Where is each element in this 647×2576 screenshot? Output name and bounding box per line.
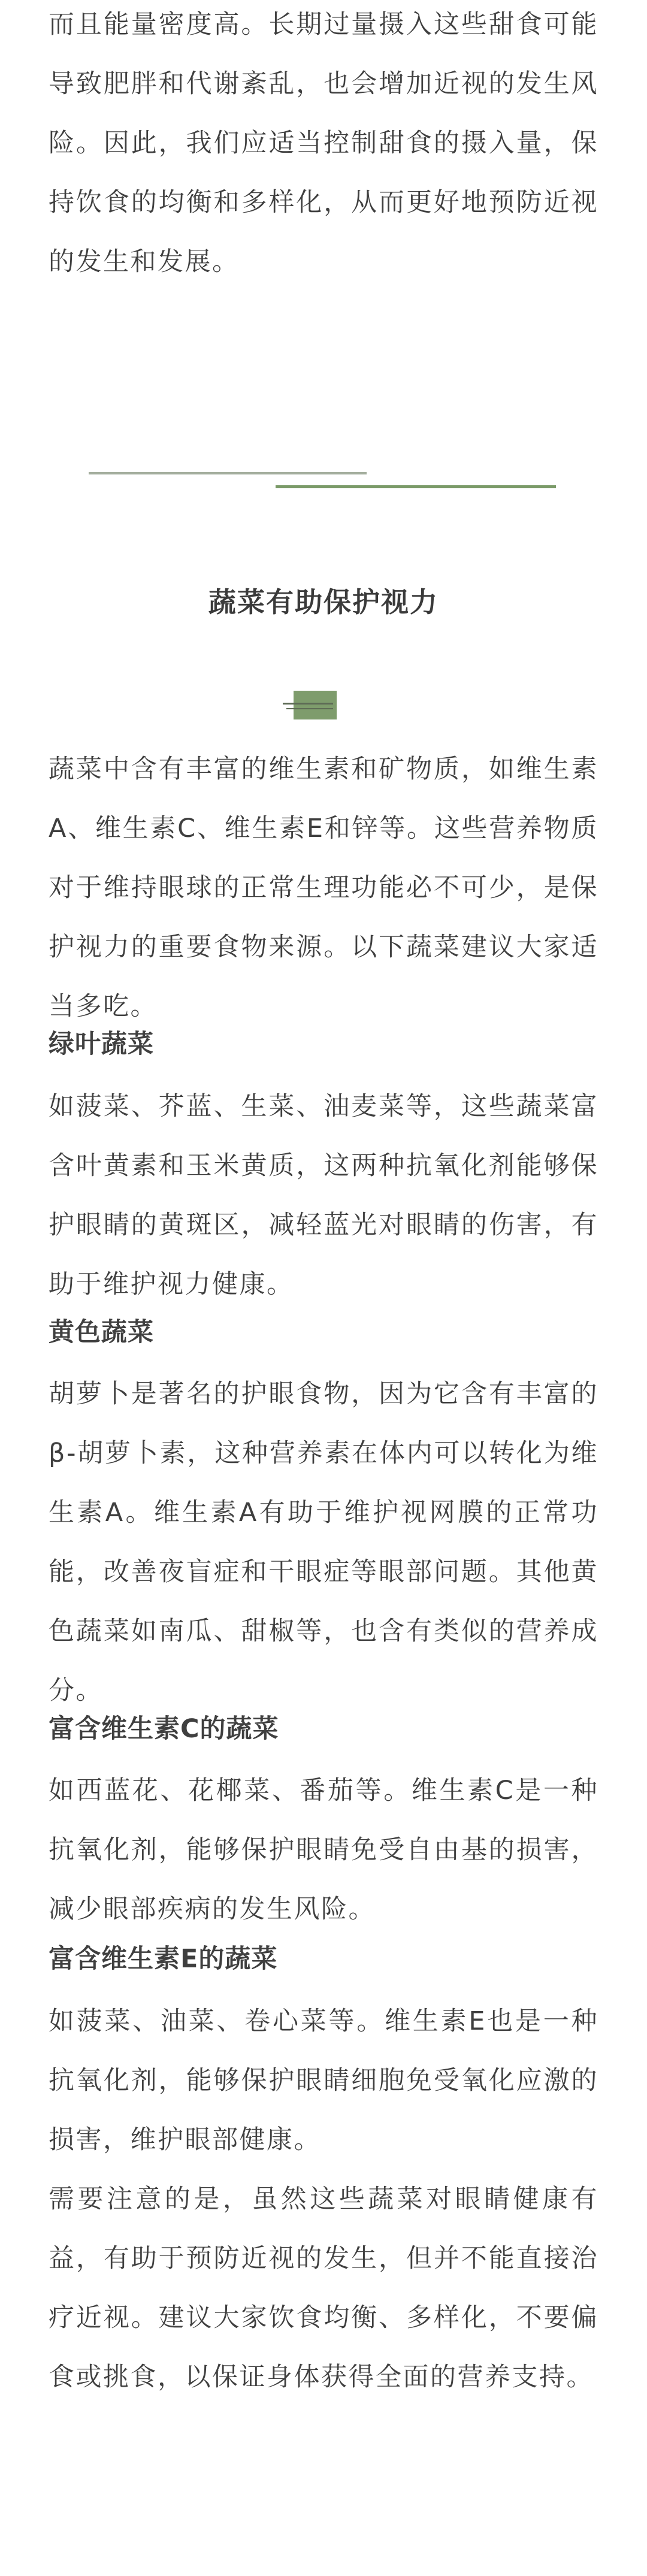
intro-paragraph: 而且能量密度高。长期过量摄入这些甜食可能导致肥胖和代谢紊乱，也会增加近视的发生风险。因此，我们应适当控制甜食的摄入量，保持饮食的均衡和多样化，从而更好地预防近视的发生和发展。 <box>49 10 598 277</box>
divider-gray-line <box>89 472 367 474</box>
divider-green-line <box>276 485 556 488</box>
group-heading-green-leafy: 绿叶蔬菜 <box>49 1029 154 1059</box>
group-heading-vitamin-c: 富含维生素C的蔬菜 <box>49 1714 279 1744</box>
group-text-green-leafy: 如菠菜、芥蓝、生菜、油麦菜等，这些蔬菜富含叶黄素和玉米黄质，这两种抗氧化剂能够保护眼睛的黄斑区，减轻蓝光对眼睛的伤害，有助于维护视力健康。 <box>49 1092 598 1299</box>
decorative-title-ornament <box>283 691 356 719</box>
ornament-line <box>283 703 333 705</box>
section-title: 蔬菜有助保护视力 <box>208 586 439 618</box>
group-text-vitamin-c: 如西蓝花、花椰菜、番茄等。维生素C是一种抗氧化剂，能够保护眼睛免受自由基的损害，减少眼部疾病的发生风险。 <box>49 1776 598 1924</box>
group-text-vitamin-e: 如菠菜、油菜、卷心菜等。维生素E也是一种抗氧化剂，能够保护眼睛细胞免受氧化应激的损害，维护眼部健康。 <box>49 2006 598 2155</box>
ornament-line <box>286 708 333 709</box>
section-lead-paragraph: 蔬菜中含有丰富的维生素和矿物质，如维生素A、维生素C、维生素E和锌等。这些营养物质对于维持眼球的正常生理功能必不可少，是保护视力的重要食物来源。以下蔬菜建议大家适当多吃。 <box>49 754 598 1021</box>
group-text-yellow: 胡萝卜是著名的护眼食物，因为它含有丰富的β-胡萝卜素，这种营养素在体内可以转化为维生素A。维生素A有助于维护视网膜的正常功能，改善夜盲症和干眼症等眼部问题。其他黄色蔬菜如南瓜、甜椒等，也含有类似的营养成分。 <box>49 1379 598 1706</box>
ornament-green-block <box>294 691 337 719</box>
group-heading-yellow: 黄色蔬菜 <box>49 1317 154 1347</box>
closing-paragraph: 需要注意的是，虽然这些蔬菜对眼睛健康有益，有助于预防近视的发生，但并不能直接治疗近视。建议大家饮食均衡、多样化，不要偏食或挑食，以保证身体获得全面的营养支持。 <box>49 2184 598 2392</box>
group-heading-vitamin-e: 富含维生素E的蔬菜 <box>49 1944 278 1974</box>
